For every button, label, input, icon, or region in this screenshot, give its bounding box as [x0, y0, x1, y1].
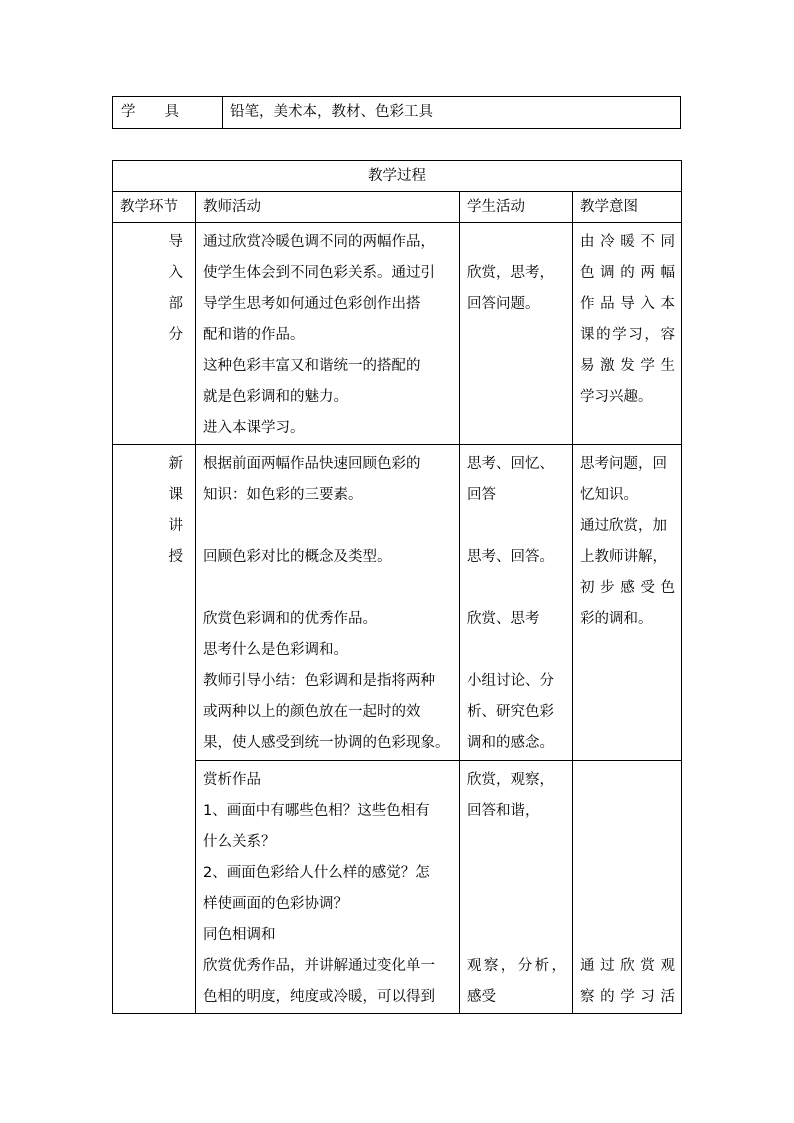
teaching-intent-appreciate: 通过欣赏观 察的学习活 [573, 761, 682, 1014]
teaching-process-table [112, 160, 682, 1014]
table-row [113, 223, 682, 445]
teaching-intent-intro: 由冷暖不同 色调的两幅 作品导入本 课的学习，容 易激发学生 学习兴趣。 [573, 223, 682, 445]
table-row [113, 761, 682, 1014]
header-row [113, 192, 682, 223]
teacher-activity-appreciate: 赏析作品 1、画面中有哪些色相？这些色相有 什么关系？ 2、画面色彩给人什么样的感觉？怎 样使画面的色彩协调？ 同色相调和 欣赏优秀作品，并讲解通过变化单一 色相的明度，纯度或冷暖，可以得到 [196, 761, 460, 1014]
table-row [113, 445, 682, 761]
process-title: 教学过程 [113, 161, 682, 192]
tools-value: 铅笔，美术本，教材、色彩工具 [230, 104, 433, 120]
teacher-activity-intro: 通过欣赏冷暖色调不同的两幅作品， 使学生体会到不同色彩关系。通过引 导学生思考如何通过色彩创作出搭 配和谐的作品。 这种色彩丰富又和谐统一的搭配的 就是色彩调和的魅力。 进入本课学习。 [196, 223, 460, 445]
tools-row [112, 96, 681, 129]
teacher-activity-new-lesson: 根据前面两幅作品快速回顾色彩的 知识：如色彩的三要素。 回顾色彩对比的概念及类型。 欣赏色彩调和的优秀作品。 思考什么是色彩调和。 教师引导小结：色彩调和是指将两种 或两种以上的颜色放在一起时的效 果，使人感受到统一协调的色彩现象。 [196, 445, 460, 761]
stage-intro: 导 入 部 分 [113, 223, 196, 445]
student-activity-new-lesson: 思考、回忆、 回答 思考、回答。 欣赏、思考 小组讨论、分 析、研究色彩 调和的感念。 [460, 445, 573, 761]
header-student: 学生活动 [460, 192, 573, 223]
header-stage: 教学环节 [113, 192, 196, 223]
header-intent: 教学意图 [573, 192, 682, 223]
stage-new-lesson: 新 课 讲 授 [113, 445, 196, 1014]
header-teacher: 教师活动 [196, 192, 460, 223]
student-activity-intro: 欣赏，思考， 回答问题。 [460, 223, 573, 445]
student-activity-appreciate: 欣赏，观察， 回答和谐， 观察，分析， 感受 [460, 761, 573, 1014]
teaching-intent-new-lesson: 思考问题，回 忆知识。 通过欣赏，加 上教师讲解， 初步感受色 彩的调和。 [573, 445, 682, 761]
tools-label: 学 具 [113, 97, 223, 128]
